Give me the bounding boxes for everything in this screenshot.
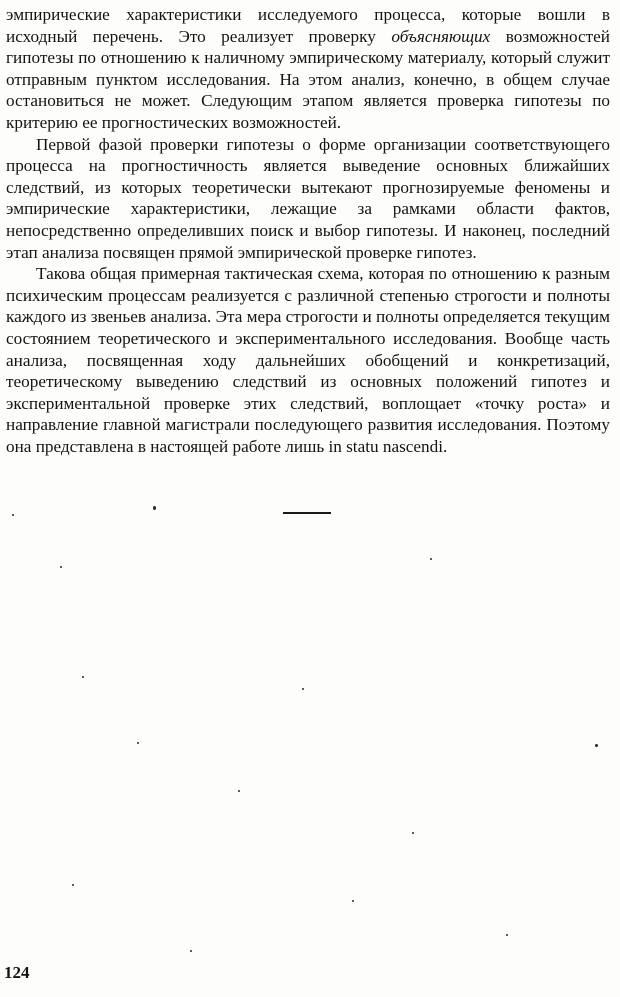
page-number: 124 [4,963,30,982]
paragraph-2: Первой фазой проверки гипотезы о форме организации соответствующего процесса на прогностичность является выведение основных ближайших следствий, из которых теоретически вытекают прогнозируемые феномены и эмпирические характеристики, лежащие за рамками области фактов, непосредственно определивших поиск и выбор гипотезы. И наконец, последний этап анализа посвящен прямой эмпирической проверке гипотез. [6,134,610,262]
scan-speck [12,514,14,516]
scan-speck [302,688,304,690]
scan-speck [352,900,354,902]
scan-speck [412,832,414,834]
scan-speck [190,950,192,952]
paragraph-3: Такова общая примерная тактическая схема, которая по отношению к разным психическим процессам реализуется с различной степенью строгости и полноты каждого из звеньев анализа. Эта мера строгости и полноты определяется текущим состоянием теоретического и экспериментального исследования. Вообще часть анализа, посвященная ходу дальнейших обобщений и конкретизаций, теоретическому выведению следствий из основных положений гипотез и экспериментальной проверке этих следствий, воплощает «точку роста» и направление главной магистрали последующего развития исследования. Поэтому она представлена в настоящей работе лишь in statu nascendi. [6,264,610,456]
scan-speck [82,676,84,678]
italic-term: объясняющих [391,26,491,46]
body-text [6,4,610,457]
paragraph-1-end: возможностей гипотезы по отношению к наличному эмпирическому материалу, который служит отправным пунктом исследования. На этом анализ, конечно, в общем случае остановиться не может. Следующим этапом является проверка гипотезы по критерию ее прогностических возможностей. [6,26,610,132]
section-divider [283,512,331,514]
scan-speck [153,506,156,510]
paragraph-1-start: эмпирические характеристики исследуемого процесса, которые вошли в исходный перечень. Это реализует проверку [6,5,610,46]
scan-speck [238,790,240,792]
scan-speck [60,566,62,568]
scan-speck [430,558,432,560]
scan-speck [595,744,598,747]
scan-speck [137,742,139,744]
scan-speck [72,884,74,886]
scan-speck [506,934,508,936]
paragraph-1 [6,4,610,134]
